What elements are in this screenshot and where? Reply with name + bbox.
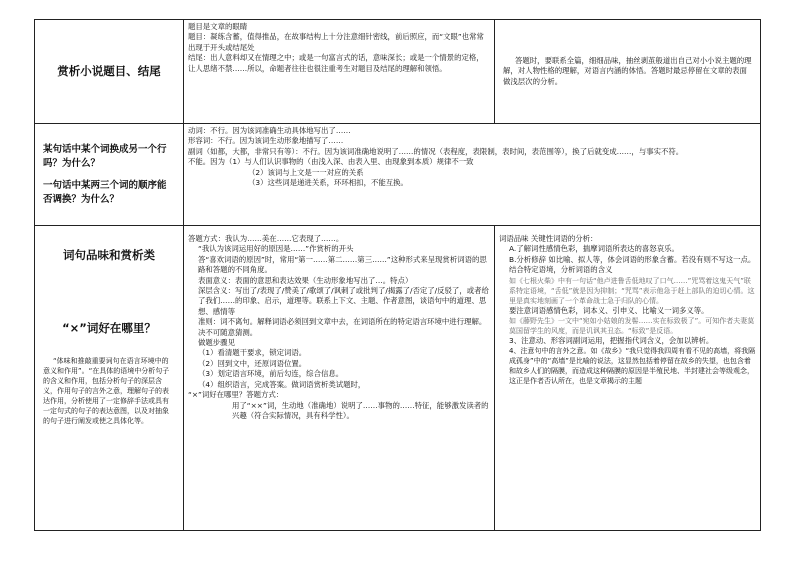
row3-line: 答题方式：我认为……美在……它表现了……。 — [188, 234, 344, 243]
row3-line: 准则：词不离句。解释词语必须回到文章中去，在词语所在的特定语言环境中进行理解。决不可随意猜测。 — [198, 317, 487, 337]
row1-answer-cell — [495, 20, 761, 124]
row3-line: 用了“××”词，生动地（准确地）说明了……事物的……特征，能够激发读者的兴趣（符合实际情况，具有科学性）。 — [232, 400, 489, 420]
row3-note: “体味和推敲重要词句在语言环境中的意义和作用”。“在具体的语境中分析句子的含义和作用，包括分析句子的深层含义，作用句子的言外之意，理解句子的表达作用，分析使用了一定修辞手法或具有一定句式的句子的表达意图，以及对抽象的句子进行阐发或使之具体化等。 — [43, 357, 170, 425]
row3-right-line: 如《七根火柴》中有一句话“他卢进鲁舌低地叹了口气……”咒骂着这鬼天气”联系特定语境，“舌低”就是因为抑制；“咒骂”表示他急于赶上部队的迫切心情。这里是真实地刻画了一个革命战士急于归队的心情。 — [509, 276, 755, 305]
row3-heading-cell — [35, 226, 184, 531]
row3-method-cell — [184, 226, 495, 531]
row1-line: 题目：凝练含蓄，值得推品，在故事结构上十分注意细针密线，前后照应，而“文眼”也常常出现于开头或结尾处 — [188, 32, 484, 52]
row2-question-cell — [35, 124, 184, 226]
row3-analysis-cell — [495, 226, 761, 531]
row1-answer: 答题时，要联系全篇，细细品味，抽丝剥茧般道出自己对小小说主题的理解，对人物性格的理解，对语言内涵的体悟。答题时最忌停留在文章的表面做浅层次的分析。 — [503, 55, 752, 86]
row-title-ending — [35, 20, 761, 124]
row3-right-line: B.分析修辞 如比喻、拟人等，体会词语的形象含蓄。若没有则不写这一点。 — [509, 254, 756, 264]
row2-line: 不能。因为（1）与人们认识事物的（由浅入深、由表入里、由现象到本质）规律不一致 — [188, 157, 474, 167]
row3-right-line: A.了解词性感情色彩，揣摩词语所表达的喜怒哀乐。 — [509, 244, 679, 254]
row3-line: 做题步骤见 — [198, 338, 235, 348]
row2-question-1: 某句话中某个词换成另一个行吗？为什么？ — [43, 143, 167, 169]
row1-line: 题目是文章的眼睛 — [188, 22, 248, 31]
row3-subheading: “×”词好在哪里？ — [62, 321, 156, 335]
row3-line: 表面意义：表面的意思和表达效果（生动形象地写出了…。特点） — [198, 275, 413, 285]
row2-line: （3）这些词是递进关系，环环相扣，不能互换。 — [248, 178, 408, 188]
row-word-replace — [35, 124, 761, 226]
row3-line: （2）回到文中，还原词语位置。 — [198, 358, 307, 368]
row3-line: （3）划定语言环境，前后勾连，综合信息。 — [198, 369, 344, 379]
row3-right-line: 如《藤野先生》一文中“宛如小姑娘的发髻……实在标致极了”。可知作者夫妻莫莫国留学生的风度，而是讥讽其丑态。“标致”是反语。 — [509, 317, 755, 336]
row3-right-line: 4、注意句中的言外之意。如《故乡》“我只觉得我四周有看不见的高墙，将我隔成孤身”中的“高墙”是比喻的说法，这显然包括着停留在故乡的失望，也包含着和故乡人们的隔膜，而造成这种隔膜的原因是半殖民地、半封建社会等级观念，这正是作者否认所在，也是文章揭示的主题 — [509, 347, 756, 386]
row2-line: 动词：不行。因为该词准确生动具体地写出了…… — [188, 126, 351, 135]
row3-line: （4）组织语言，完成答案。做词语赏析类试题时， — [198, 379, 366, 389]
row2-line: （2）该词与上文是一一对应的关系 — [248, 167, 364, 177]
row1-line: 结尾：出人意料却又在情理之中；或是一句富言式的话，意味深长；或是一个情景的定格，让人思绪不禁……所以，命题者往往也很注重考生对题目及结尾的理解和领悟。 — [188, 53, 484, 73]
row2-content-cell — [184, 124, 761, 226]
row2-line: 副词（如都，大都，非常只有等）：不行。因为该词准确地说明了……的情况（表程度，表限制，表时间，表范围等），换了后就变成……，与事实不符。 — [188, 146, 684, 156]
row-word-appreciation — [35, 226, 761, 531]
row1-content-cell — [184, 20, 495, 124]
row1-heading-cell — [35, 20, 184, 124]
row3-line: “我认为该词运用好的原因是……”作赏析的开头 — [198, 244, 354, 254]
row1-heading: 赏析小说题目、结尾 — [57, 64, 161, 78]
row3-line: “×”词好在哪里？答题方式： — [188, 390, 284, 400]
row2-question-2: 一句话中某两三个词的顺序能否调换？为什么？ — [43, 179, 167, 205]
row2-line: 形容词：不行。因为该词生动形象地描写了…… — [188, 136, 344, 146]
row3-right-line: 结合特定语境，分析词语的含义 — [509, 265, 613, 275]
study-table — [34, 19, 761, 531]
row3-right-line: 3、注意动、形容词副词运用，把握指代词含义，会加以辨析。 — [509, 336, 714, 346]
row3-line: 深层含义：写出了/表现了/赞美了/歌颂了/讽刺了或批判了/揭露了/否定了/反驳了，或者给了我们……的印象、启示，道理等。联系上下文、主题、作者意图，谈语句中的道理、思想、感情等 — [198, 286, 489, 316]
row3-line: 答“喜欢词语的原因”时，常用“第一……第二……第三……”这种形式来呈现赏析词语的思路和答题的不同角度。 — [198, 254, 487, 275]
row3-line: （1）看清题干要求，锁定词语。 — [198, 348, 307, 358]
row3-right-line: 词语品味 关键性词语的分析： — [499, 234, 598, 243]
row3-heading: 词句品味和赏析类 — [63, 248, 155, 262]
row3-right-line: 要注意词语感情色彩，词本义、引申义、比喻义一词多义等。 — [509, 305, 709, 315]
